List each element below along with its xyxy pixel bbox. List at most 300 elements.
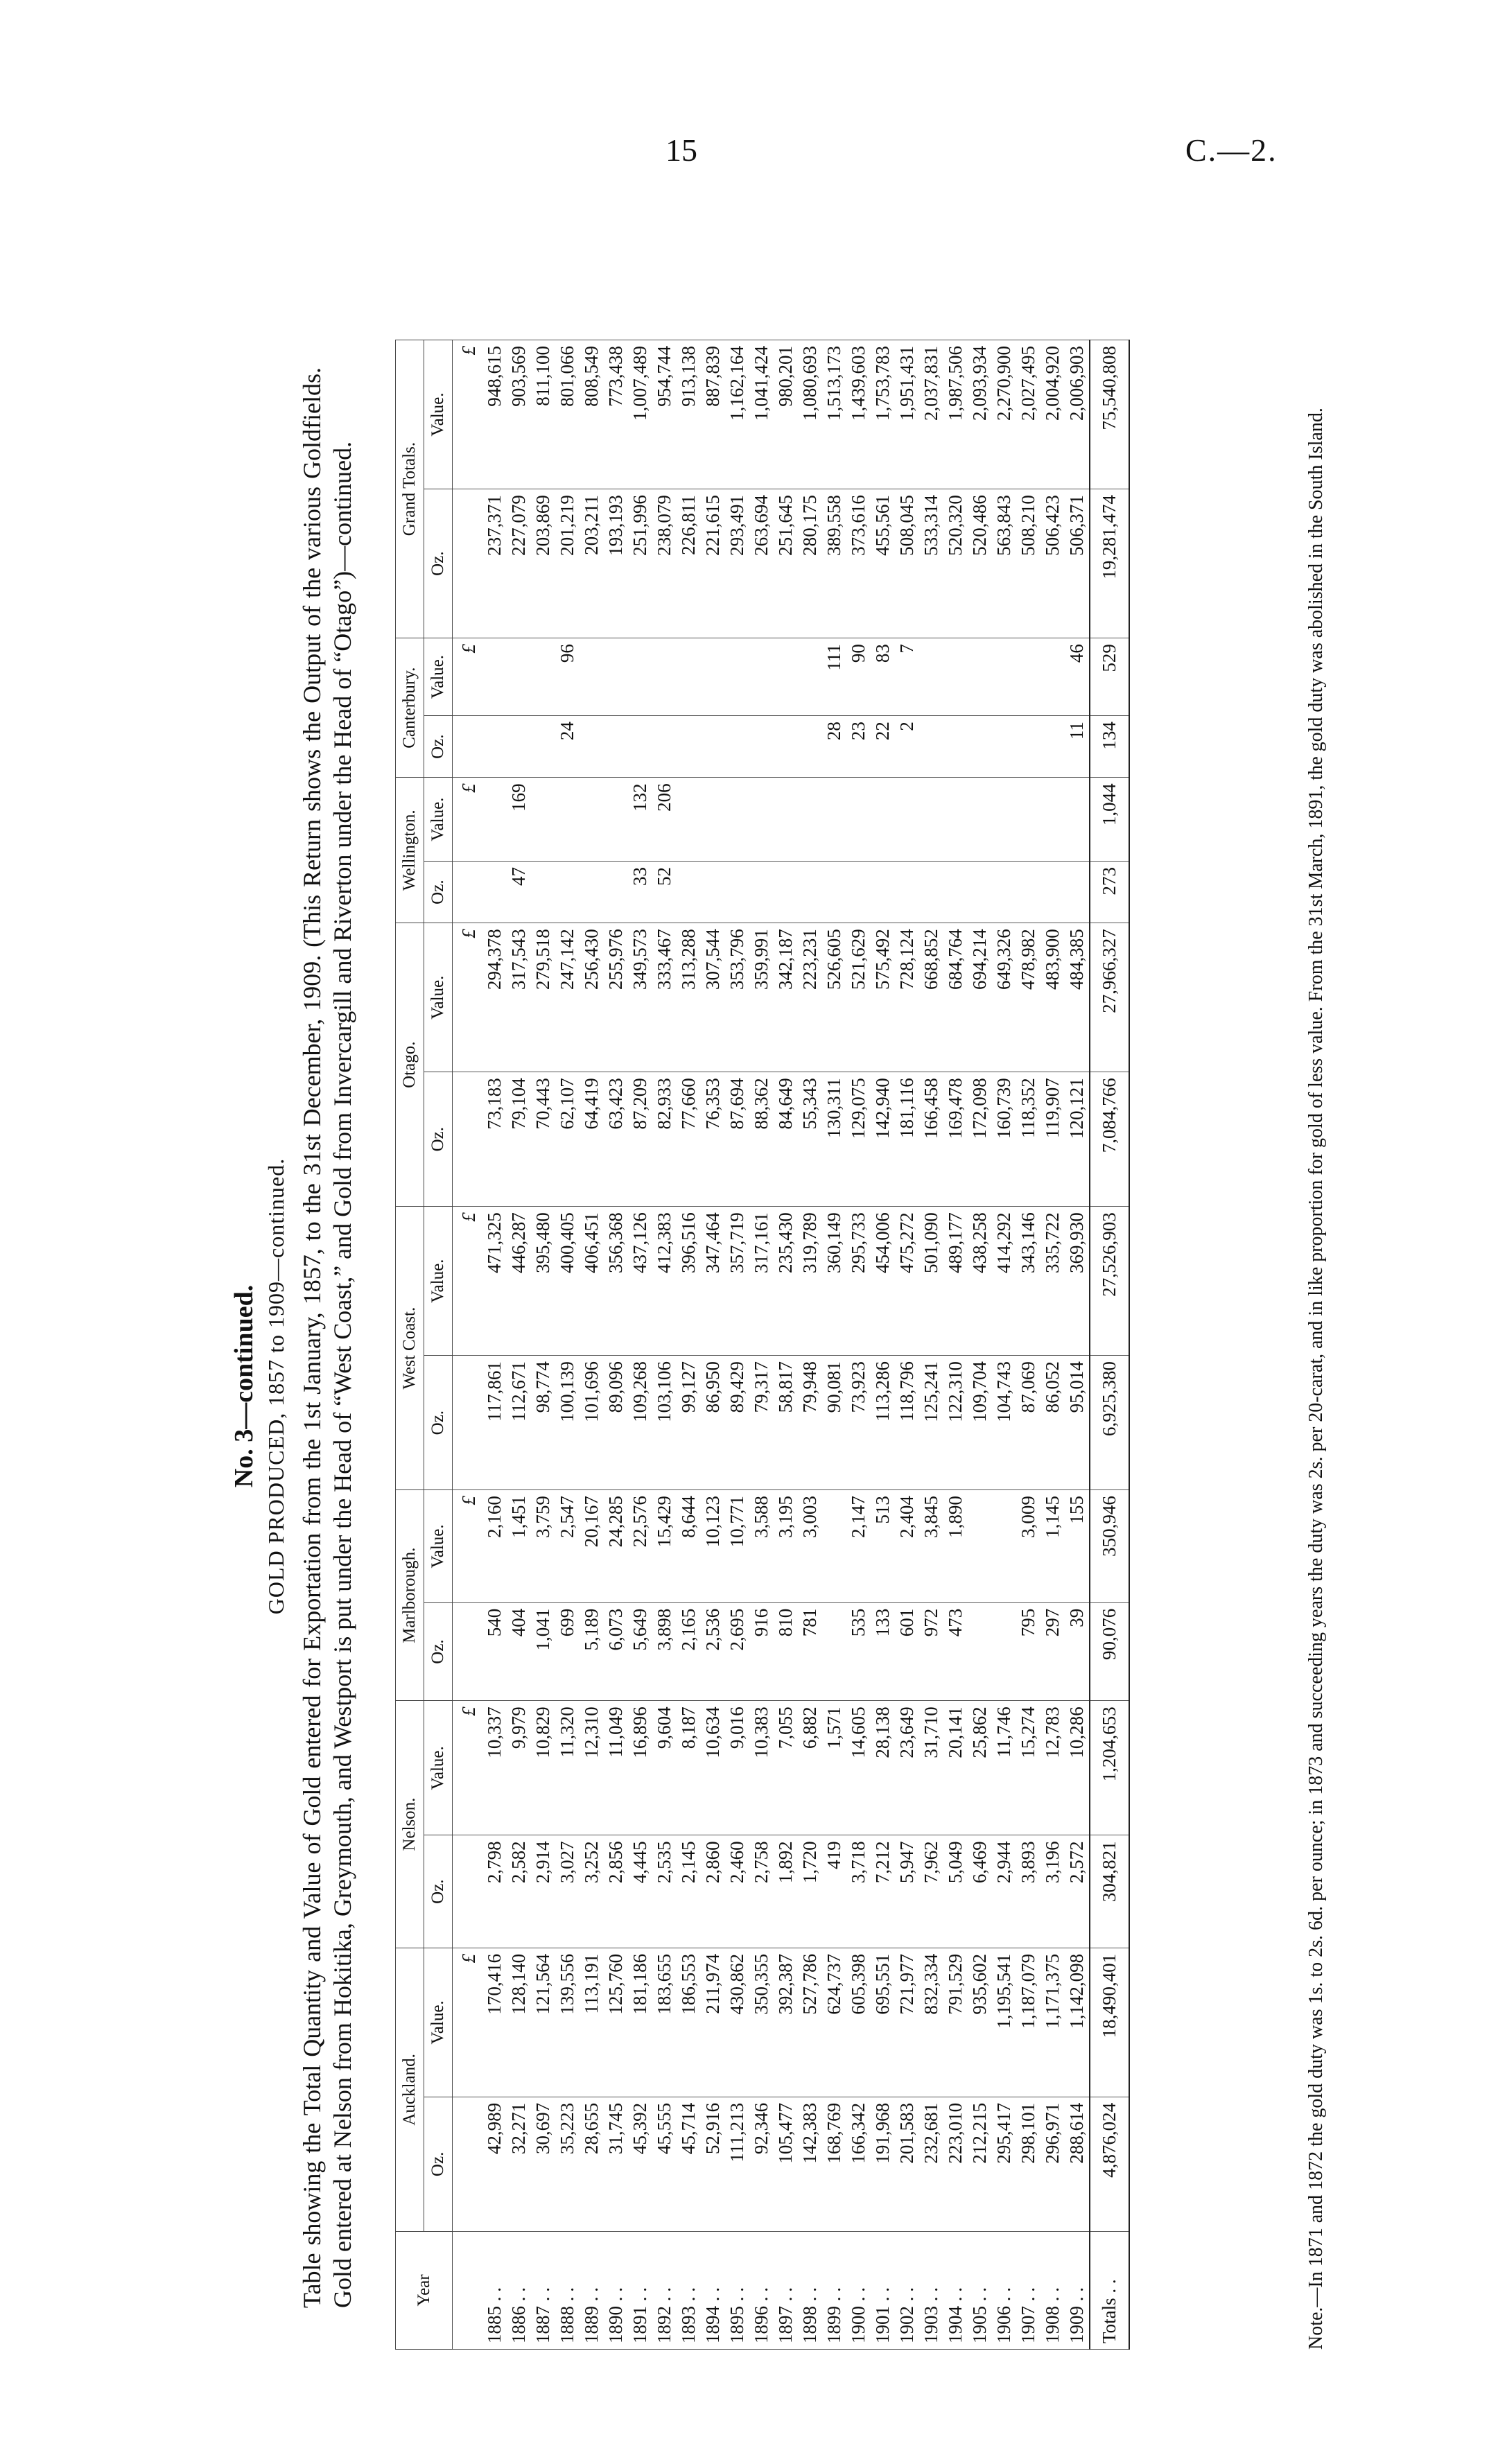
oz-cell: 810 bbox=[774, 1602, 798, 1701]
oz-cell: 62,107 bbox=[555, 1072, 580, 1207]
value-cell: 2,160 bbox=[482, 1490, 507, 1603]
value-cell: 11,746 bbox=[992, 1701, 1016, 1835]
oz-cell: 11 bbox=[1065, 716, 1090, 778]
oz-cell bbox=[628, 716, 652, 778]
table-row bbox=[871, 340, 895, 2350]
value-cell bbox=[725, 778, 749, 862]
oz-cell: 45,714 bbox=[677, 2097, 701, 2231]
oz-subheader: Oz. bbox=[424, 489, 453, 638]
value-cell: 90 bbox=[846, 638, 871, 716]
oz-cell: 113,286 bbox=[871, 1356, 895, 1490]
oz-cell: 201,583 bbox=[895, 2097, 919, 2231]
value-cell: 1,044 bbox=[1090, 778, 1129, 862]
oz-cell: 169,478 bbox=[943, 1072, 968, 1207]
oz-cell: 193,193 bbox=[604, 489, 628, 638]
table-row bbox=[555, 340, 580, 2350]
value-cell: 350,946 bbox=[1090, 1490, 1129, 1603]
oz-cell: 92,346 bbox=[749, 2097, 774, 2231]
value-cell: 23,649 bbox=[895, 1701, 919, 1835]
oz-cell: 47 bbox=[507, 862, 531, 923]
table-row bbox=[943, 340, 968, 2350]
oz-cell: 119,907 bbox=[1040, 1072, 1065, 1207]
oz-cell bbox=[482, 862, 507, 923]
oz-cell: 238,079 bbox=[652, 489, 677, 638]
value-cell: 1,145 bbox=[1040, 1490, 1065, 1603]
oz-cell: 120,121 bbox=[1065, 1072, 1090, 1207]
oz-cell: 2,758 bbox=[749, 1835, 774, 1948]
value-cell: 446,287 bbox=[507, 1207, 531, 1356]
value-subheader: Value. bbox=[424, 638, 453, 716]
value-cell: 10,123 bbox=[701, 1490, 725, 1603]
oz-cell: 5,189 bbox=[580, 1602, 604, 1701]
value-cell: 83 bbox=[871, 638, 895, 716]
oz-cell: 79,317 bbox=[749, 1356, 774, 1490]
oz-cell bbox=[701, 862, 725, 923]
year-cell: 1890 . . bbox=[604, 2231, 628, 2349]
oz-cell: 109,268 bbox=[628, 1356, 652, 1490]
year-cell: 1888 . . bbox=[555, 2231, 580, 2349]
value-cell bbox=[677, 638, 701, 716]
oz-cell: 223,010 bbox=[943, 2097, 968, 2231]
oz-cell: 86,052 bbox=[1040, 1356, 1065, 1490]
oz-cell: 73,183 bbox=[482, 1072, 507, 1207]
value-cell bbox=[1016, 638, 1040, 716]
pound-sign: £ bbox=[453, 1490, 483, 1603]
oz-cell: 134 bbox=[1090, 716, 1129, 778]
oz-cell: 90,081 bbox=[822, 1356, 846, 1490]
oz-cell: 2,145 bbox=[677, 1835, 701, 1948]
value-cell: 369,930 bbox=[1065, 1207, 1090, 1356]
value-cell: 489,177 bbox=[943, 1207, 968, 1356]
oz-cell bbox=[846, 862, 871, 923]
oz-cell bbox=[1065, 862, 1090, 923]
value-cell: 16,896 bbox=[628, 1701, 652, 1835]
unit-row bbox=[453, 340, 483, 2350]
value-cell: 359,991 bbox=[749, 923, 774, 1072]
value-cell: 125,760 bbox=[604, 1948, 628, 2097]
oz-cell: 35,223 bbox=[555, 2097, 580, 2231]
value-cell: 684,764 bbox=[943, 923, 968, 1072]
oz-cell: 535 bbox=[846, 1602, 871, 1701]
value-cell: 347,464 bbox=[701, 1207, 725, 1356]
value-cell: 521,629 bbox=[846, 923, 871, 1072]
value-cell bbox=[482, 638, 507, 716]
value-cell: 27,966,327 bbox=[1090, 923, 1129, 1072]
value-cell: 1,439,603 bbox=[846, 340, 871, 489]
value-cell bbox=[725, 638, 749, 716]
oz-cell: 45,555 bbox=[652, 2097, 677, 2231]
value-cell bbox=[604, 638, 628, 716]
oz-cell: 2,572 bbox=[1065, 1835, 1090, 1948]
oz-cell: 5,947 bbox=[895, 1835, 919, 1948]
value-cell: 20,141 bbox=[943, 1701, 968, 1835]
oz-subheader: Oz. bbox=[424, 862, 453, 923]
value-cell: 317,543 bbox=[507, 923, 531, 1072]
table-number: No. 3—continued. bbox=[229, 1284, 259, 1488]
value-cell bbox=[968, 1490, 992, 1603]
oz-cell: 7,212 bbox=[871, 1835, 895, 1948]
value-cell: 10,337 bbox=[482, 1701, 507, 1835]
oz-cell: 297 bbox=[1040, 1602, 1065, 1701]
value-cell: 333,467 bbox=[652, 923, 677, 1072]
value-cell bbox=[677, 778, 701, 862]
value-cell: 11,049 bbox=[604, 1701, 628, 1835]
value-cell bbox=[652, 638, 677, 716]
value-subheader: Value. bbox=[424, 1948, 453, 2097]
value-cell: 430,862 bbox=[725, 1948, 749, 2097]
oz-cell: 506,423 bbox=[1040, 489, 1065, 638]
value-cell: 437,126 bbox=[628, 1207, 652, 1356]
value-cell: 478,982 bbox=[1016, 923, 1040, 1072]
value-cell: 357,719 bbox=[725, 1207, 749, 1356]
oz-cell: 87,209 bbox=[628, 1072, 652, 1207]
value-subheader: Value. bbox=[424, 778, 453, 862]
value-cell: 392,387 bbox=[774, 1948, 798, 2097]
value-cell: 11,320 bbox=[555, 1701, 580, 1835]
value-cell: 15,429 bbox=[652, 1490, 677, 1603]
value-cell: 360,149 bbox=[822, 1207, 846, 1356]
oz-cell bbox=[531, 862, 555, 923]
value-cell bbox=[1040, 638, 1065, 716]
value-cell bbox=[482, 778, 507, 862]
value-cell: 913,138 bbox=[677, 340, 701, 489]
value-cell: 483,900 bbox=[1040, 923, 1065, 1072]
year-cell: 1907 . . bbox=[1016, 2231, 1040, 2349]
oz-cell: 89,429 bbox=[725, 1356, 749, 1490]
oz-subheader: Oz. bbox=[424, 716, 453, 778]
year-cell: 1898 . . bbox=[798, 2231, 822, 2349]
value-cell bbox=[1065, 778, 1090, 862]
value-cell: 811,100 bbox=[531, 340, 555, 489]
oz-cell: 3,718 bbox=[846, 1835, 871, 1948]
oz-cell: 2,582 bbox=[507, 1835, 531, 1948]
value-cell: 526,605 bbox=[822, 923, 846, 1072]
value-cell: 9,979 bbox=[507, 1701, 531, 1835]
year-cell: 1904 . . bbox=[943, 2231, 968, 2349]
table-row bbox=[822, 340, 846, 2350]
oz-cell: 2,460 bbox=[725, 1835, 749, 1948]
pound-sign: £ bbox=[453, 778, 483, 862]
oz-cell: 111,213 bbox=[725, 2097, 749, 2231]
oz-cell bbox=[677, 716, 701, 778]
oz-cell: 52,916 bbox=[701, 2097, 725, 2231]
year-cell: 1891 . . bbox=[628, 2231, 652, 2349]
oz-cell bbox=[1040, 716, 1065, 778]
value-cell: 668,852 bbox=[919, 923, 943, 1072]
oz-cell: 28,655 bbox=[580, 2097, 604, 2231]
value-cell bbox=[943, 778, 968, 862]
value-cell bbox=[774, 778, 798, 862]
oz-cell bbox=[1016, 862, 1040, 923]
value-cell: 513 bbox=[871, 1490, 895, 1603]
region-header: Auckland. bbox=[396, 1948, 424, 2231]
value-cell bbox=[919, 778, 943, 862]
oz-cell: 23 bbox=[846, 716, 871, 778]
value-cell: 575,492 bbox=[871, 923, 895, 1072]
year-cell: 1892 . . bbox=[652, 2231, 677, 2349]
value-cell: 10,634 bbox=[701, 1701, 725, 1835]
value-cell: 728,124 bbox=[895, 923, 919, 1072]
table-row bbox=[531, 340, 555, 2350]
value-cell bbox=[531, 778, 555, 862]
oz-cell: 112,671 bbox=[507, 1356, 531, 1490]
region-header: Grand Totals. bbox=[396, 340, 424, 638]
oz-cell bbox=[919, 862, 943, 923]
value-cell: 1,187,079 bbox=[1016, 1948, 1040, 2097]
page-number: 15 bbox=[665, 132, 697, 168]
value-cell bbox=[1040, 778, 1065, 862]
year-header: Year bbox=[396, 2231, 453, 2349]
value-cell: 22,576 bbox=[628, 1490, 652, 1603]
oz-cell bbox=[919, 716, 943, 778]
oz-cell: 296,971 bbox=[1040, 2097, 1065, 2231]
value-cell: 9,016 bbox=[725, 1701, 749, 1835]
table-row bbox=[652, 340, 677, 2350]
oz-cell: 5,649 bbox=[628, 1602, 652, 1701]
pound-sign: £ bbox=[453, 638, 483, 716]
oz-cell bbox=[482, 716, 507, 778]
year-cell: 1897 . . bbox=[774, 2231, 798, 2349]
value-cell: 31,710 bbox=[919, 1701, 943, 1835]
oz-cell bbox=[749, 716, 774, 778]
oz-cell: 1,720 bbox=[798, 1835, 822, 1948]
oz-cell: 251,645 bbox=[774, 489, 798, 638]
oz-cell: 70,443 bbox=[531, 1072, 555, 1207]
value-cell: 132 bbox=[628, 778, 652, 862]
gold-table bbox=[395, 340, 1130, 2350]
value-cell: 3,588 bbox=[749, 1490, 774, 1603]
value-cell: 28,138 bbox=[871, 1701, 895, 1835]
oz-cell: 3,898 bbox=[652, 1602, 677, 1701]
value-cell: 801,066 bbox=[555, 340, 580, 489]
year-cell: 1885 . . bbox=[482, 2231, 507, 2349]
value-cell: 353,796 bbox=[725, 923, 749, 1072]
oz-cell: 288,614 bbox=[1065, 2097, 1090, 2231]
value-cell bbox=[871, 778, 895, 862]
oz-cell: 2,860 bbox=[701, 1835, 725, 1948]
oz-subheader: Oz. bbox=[424, 1356, 453, 1490]
oz-cell bbox=[822, 862, 846, 923]
region-header: Wellington. bbox=[396, 778, 424, 923]
value-cell: 3,003 bbox=[798, 1490, 822, 1603]
oz-cell: 520,320 bbox=[943, 489, 968, 638]
oz-cell: 95,014 bbox=[1065, 1356, 1090, 1490]
value-cell: 3,845 bbox=[919, 1490, 943, 1603]
oz-cell: 251,996 bbox=[628, 489, 652, 638]
oz-cell bbox=[774, 862, 798, 923]
value-cell: 10,829 bbox=[531, 1701, 555, 1835]
oz-subheader: Oz. bbox=[424, 1602, 453, 1701]
oz-cell: 172,098 bbox=[968, 1072, 992, 1207]
oz-cell: 2,914 bbox=[531, 1835, 555, 1948]
value-cell: 46 bbox=[1065, 638, 1090, 716]
value-cell bbox=[846, 778, 871, 862]
oz-cell: 168,769 bbox=[822, 2097, 846, 2231]
oz-cell: 45,392 bbox=[628, 2097, 652, 2231]
value-cell: 206 bbox=[652, 778, 677, 862]
value-cell: 475,272 bbox=[895, 1207, 919, 1356]
oz-cell: 181,116 bbox=[895, 1072, 919, 1207]
value-cell: 773,438 bbox=[604, 340, 628, 489]
oz-cell: 133 bbox=[871, 1602, 895, 1701]
value-cell: 111 bbox=[822, 638, 846, 716]
oz-cell: 79,948 bbox=[798, 1356, 822, 1490]
oz-cell bbox=[895, 862, 919, 923]
oz-cell: 100,139 bbox=[555, 1356, 580, 1490]
oz-cell: 455,561 bbox=[871, 489, 895, 638]
table-row bbox=[798, 340, 822, 2350]
value-cell: 10,286 bbox=[1065, 1701, 1090, 1835]
value-cell: 1,571 bbox=[822, 1701, 846, 1835]
oz-cell: 39 bbox=[1065, 1602, 1090, 1701]
value-cell: 2,037,831 bbox=[919, 340, 943, 489]
year-cell: 1909 . . bbox=[1065, 2231, 1090, 2349]
value-cell: 808,549 bbox=[580, 340, 604, 489]
value-cell: 294,378 bbox=[482, 923, 507, 1072]
oz-subheader: Oz. bbox=[424, 2097, 453, 2231]
value-cell: 832,334 bbox=[919, 1948, 943, 2097]
value-cell bbox=[774, 638, 798, 716]
value-cell: 980,201 bbox=[774, 340, 798, 489]
oz-cell bbox=[992, 862, 1016, 923]
value-cell: 903,569 bbox=[507, 340, 531, 489]
value-cell bbox=[749, 638, 774, 716]
value-cell: 295,733 bbox=[846, 1207, 871, 1356]
value-cell: 186,553 bbox=[677, 1948, 701, 2097]
value-cell: 181,186 bbox=[628, 1948, 652, 2097]
value-cell: 335,722 bbox=[1040, 1207, 1065, 1356]
value-cell: 935,602 bbox=[968, 1948, 992, 2097]
table-row bbox=[919, 340, 943, 2350]
oz-cell: 293,491 bbox=[725, 489, 749, 638]
value-cell: 8,187 bbox=[677, 1701, 701, 1835]
table-row bbox=[1040, 340, 1065, 2350]
oz-cell: 98,774 bbox=[531, 1356, 555, 1490]
year-cell: 1895 . . bbox=[725, 2231, 749, 2349]
value-cell: 170,416 bbox=[482, 1948, 507, 2097]
oz-cell: 142,940 bbox=[871, 1072, 895, 1207]
value-cell: 414,292 bbox=[992, 1207, 1016, 1356]
oz-cell: 82,933 bbox=[652, 1072, 677, 1207]
value-cell bbox=[1016, 778, 1040, 862]
oz-cell: 2 bbox=[895, 716, 919, 778]
value-cell bbox=[919, 638, 943, 716]
value-cell bbox=[822, 1490, 846, 1603]
value-cell: 319,789 bbox=[798, 1207, 822, 1356]
value-cell: 128,140 bbox=[507, 1948, 531, 2097]
region-header: Nelson. bbox=[396, 1701, 424, 1948]
table-row bbox=[774, 340, 798, 2350]
value-cell: 948,615 bbox=[482, 340, 507, 489]
oz-cell: 280,175 bbox=[798, 489, 822, 638]
year-cell: 1900 . . bbox=[846, 2231, 871, 2349]
year-cell: 1901 . . bbox=[871, 2231, 895, 2349]
value-cell: 14,605 bbox=[846, 1701, 871, 1835]
value-cell: 279,518 bbox=[531, 923, 555, 1072]
value-cell: 20,167 bbox=[580, 1490, 604, 1603]
oz-cell bbox=[798, 862, 822, 923]
oz-cell: 227,079 bbox=[507, 489, 531, 638]
value-cell: 3,009 bbox=[1016, 1490, 1040, 1603]
oz-cell: 298,101 bbox=[1016, 2097, 1040, 2231]
value-cell: 1,987,506 bbox=[943, 340, 968, 489]
oz-cell: 389,558 bbox=[822, 489, 846, 638]
value-cell: 256,430 bbox=[580, 923, 604, 1072]
value-cell bbox=[701, 778, 725, 862]
pound-sign: £ bbox=[453, 1701, 483, 1835]
table-row bbox=[507, 340, 531, 2350]
value-cell: 356,368 bbox=[604, 1207, 628, 1356]
oz-cell: 4,445 bbox=[628, 1835, 652, 1948]
table-subtitle: GOLD PRODUCED, 1857 to 1909—continued. bbox=[263, 1157, 288, 1615]
oz-cell: 42,989 bbox=[482, 2097, 507, 2231]
oz-cell: 4,876,024 bbox=[1090, 2097, 1129, 2231]
oz-cell: 86,950 bbox=[701, 1356, 725, 1490]
oz-subheader: Oz. bbox=[424, 1072, 453, 1207]
table-row bbox=[580, 340, 604, 2350]
value-cell: 438,258 bbox=[968, 1207, 992, 1356]
region-header: Otago. bbox=[396, 923, 424, 1207]
region-header: West Coast. bbox=[396, 1207, 424, 1490]
oz-cell bbox=[943, 716, 968, 778]
year-cell: 1896 . . bbox=[749, 2231, 774, 2349]
oz-cell bbox=[677, 862, 701, 923]
oz-cell: 7,962 bbox=[919, 1835, 943, 1948]
value-cell: 317,161 bbox=[749, 1207, 774, 1356]
oz-cell bbox=[604, 862, 628, 923]
value-cell: 183,655 bbox=[652, 1948, 677, 2097]
oz-cell bbox=[580, 716, 604, 778]
value-cell: 406,451 bbox=[580, 1207, 604, 1356]
year-cell: 1902 . . bbox=[895, 2231, 919, 2349]
value-cell: 1,041,424 bbox=[749, 340, 774, 489]
oz-cell: 373,616 bbox=[846, 489, 871, 638]
table-row bbox=[968, 340, 992, 2350]
value-cell: 25,862 bbox=[968, 1701, 992, 1835]
value-cell: 1,080,693 bbox=[798, 340, 822, 489]
value-cell bbox=[822, 778, 846, 862]
oz-cell: 105,477 bbox=[774, 2097, 798, 2231]
oz-cell: 533,314 bbox=[919, 489, 943, 638]
value-cell: 3,759 bbox=[531, 1490, 555, 1603]
value-cell: 18,490,401 bbox=[1090, 1948, 1129, 2097]
oz-subheader: Oz. bbox=[424, 1835, 453, 1948]
year-cell: 1906 . . bbox=[992, 2231, 1016, 2349]
value-cell: 1,171,375 bbox=[1040, 1948, 1065, 2097]
year-cell: 1894 . . bbox=[701, 2231, 725, 2349]
footnote: Note.—In 1871 and 1872 the gold duty was 1s. to 2s. 6d. per ounce; in 1873 and succeeding years the duty was 2s. per 20-carat, and in like proportion for gold of less value. From the 31st March, 1891, the gold duty was abolished in the South Island. bbox=[1305, 408, 1327, 2350]
value-cell: 255,976 bbox=[604, 923, 628, 1072]
value-cell: 471,325 bbox=[482, 1207, 507, 1356]
value-cell: 10,383 bbox=[749, 1701, 774, 1835]
oz-cell bbox=[943, 862, 968, 923]
oz-cell: 3,893 bbox=[1016, 1835, 1040, 1948]
value-cell: 1,162,164 bbox=[725, 340, 749, 489]
value-cell: 1,890 bbox=[943, 1490, 968, 1603]
oz-cell bbox=[992, 716, 1016, 778]
oz-cell: 22 bbox=[871, 716, 895, 778]
oz-cell: 520,486 bbox=[968, 489, 992, 638]
oz-cell bbox=[822, 1602, 846, 1701]
oz-cell: 2,535 bbox=[652, 1835, 677, 1948]
oz-cell: 232,681 bbox=[919, 2097, 943, 2231]
value-cell: 1,204,653 bbox=[1090, 1701, 1129, 1835]
oz-cell: 30,697 bbox=[531, 2097, 555, 2231]
oz-cell bbox=[968, 862, 992, 923]
value-cell bbox=[992, 1490, 1016, 1603]
oz-cell: 88,362 bbox=[749, 1072, 774, 1207]
oz-cell: 2,856 bbox=[604, 1835, 628, 1948]
